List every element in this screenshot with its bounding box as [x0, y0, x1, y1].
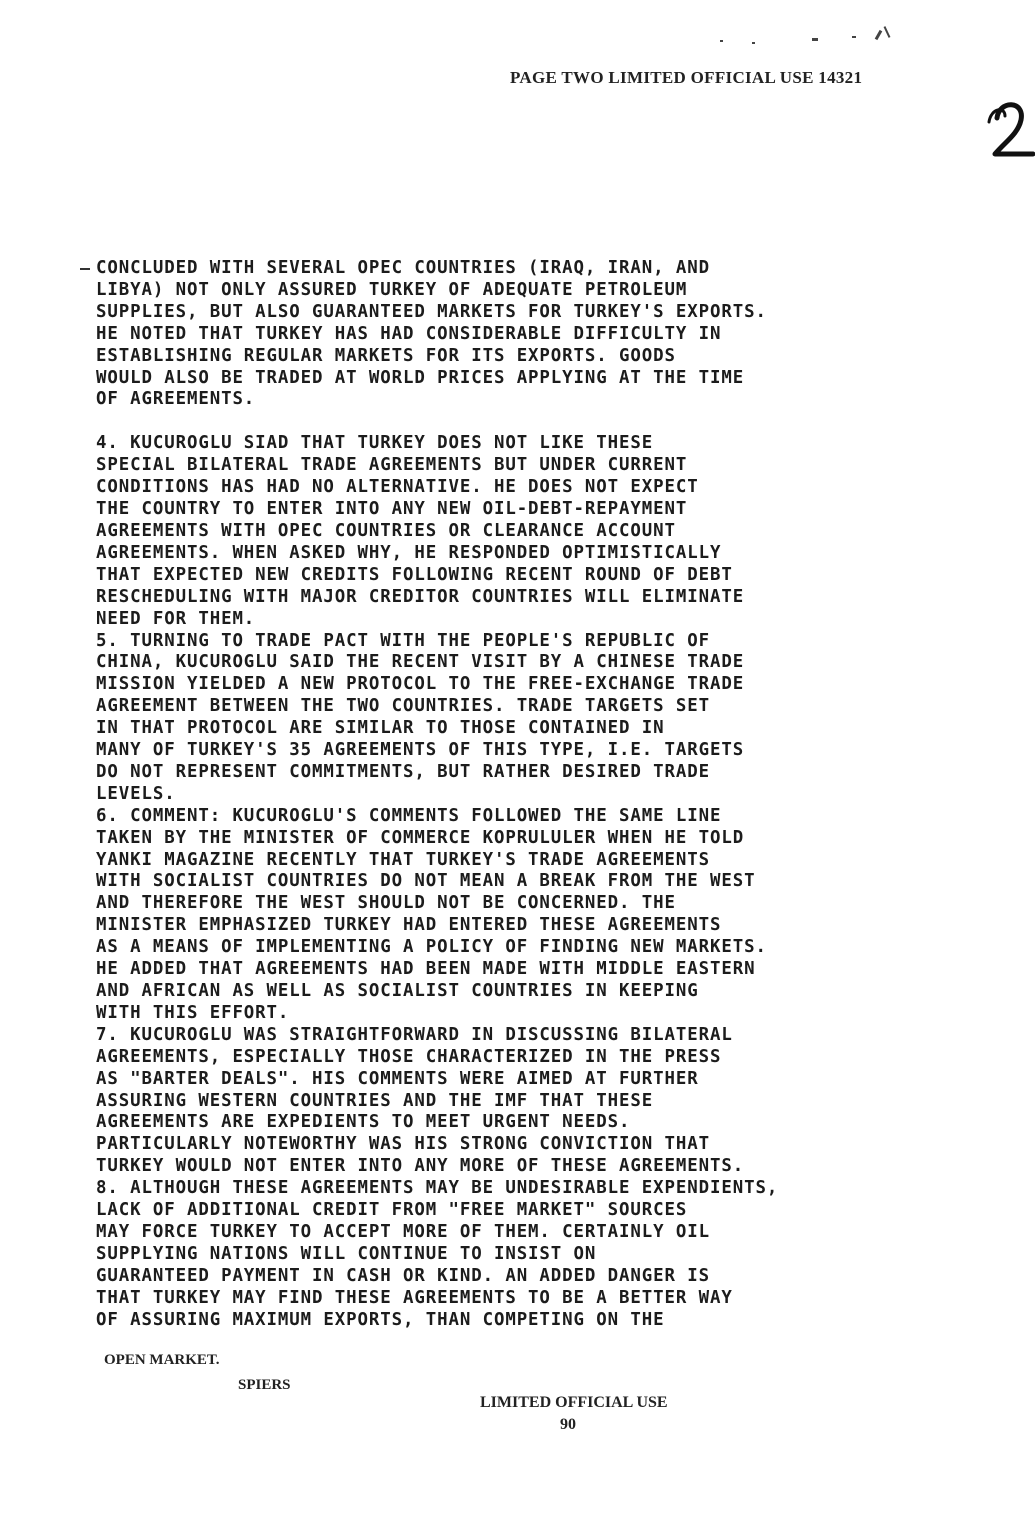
- paragraph: [96, 806, 916, 1025]
- text-line: AND THEREFORE THE WEST SHOULD NOT BE CONCERNED. THE: [96, 893, 676, 914]
- text-line: TAKEN BY THE MINISTER OF COMMERCE KOPRULULER WHEN HE TOLD: [96, 827, 745, 848]
- text-line: AGREEMENTS, ESPECIALLY THOSE CHARACTERIZED IN THE PRESS: [96, 1046, 722, 1067]
- paragraph: [96, 258, 916, 411]
- text-line: SUPPLIES, BUT ALSO GUARANTEED MARKETS FOR TURKEY'S EXPORTS.: [96, 301, 767, 322]
- text-line: AS "BARTER DEALS". HIS COMMENTS WERE AIMED AT FURTHER: [96, 1068, 699, 1089]
- text-line: 5. TURNING TO TRADE PACT WITH THE PEOPLE'S REPUBLIC OF: [96, 630, 710, 651]
- text-line: RESCHEDULING WITH MAJOR CREDITOR COUNTRIES WILL ELIMINATE: [96, 586, 745, 607]
- footer-classification: LIMITED OFFICIAL USE: [480, 1394, 668, 1411]
- text-line: AS A MEANS OF IMPLEMENTING A POLICY OF FINDING NEW MARKETS.: [96, 937, 767, 958]
- text-line: YANKI MAGAZINE RECENTLY THAT TURKEY'S TRADE AGREEMENTS: [96, 849, 710, 870]
- text-line: GUARANTEED PAYMENT IN CASH OR KIND. AN ADDED DANGER IS: [96, 1265, 710, 1286]
- page-header: PAGE TWO LIMITED OFFICIAL USE 14321: [510, 68, 863, 87]
- text-line: NEED FOR THEM.: [96, 608, 256, 629]
- text-line: HE NOTED THAT TURKEY HAS HAD CONSIDERABLE DIFFICULTY IN: [96, 323, 722, 344]
- text-line: LIBYA) NOT ONLY ASSURED TURKEY OF ADEQUATE PETROLEUM: [96, 279, 688, 300]
- text-line: SUPPLYING NATIONS WILL CONTINUE TO INSIST ON: [96, 1243, 597, 1264]
- text-line: MINISTER EMPHASIZED TURKEY HAD ENTERED THESE AGREEMENTS: [96, 915, 722, 936]
- text-line: OF ASSURING MAXIMUM EXPORTS, THAN COMPETING ON THE: [96, 1309, 665, 1330]
- text-line: AGREEMENTS. WHEN ASKED WHY, HE RESPONDED OPTIMISTICALLY: [96, 542, 722, 563]
- paragraph: [96, 433, 916, 630]
- text-line: TURKEY WOULD NOT ENTER INTO ANY MORE OF THESE AGREEMENTS.: [96, 1156, 745, 1177]
- text-line: 8. ALTHOUGH THESE AGREEMENTS MAY BE UNDESIRABLE EXPENDIENTS,: [96, 1178, 779, 1199]
- margin-mark: [80, 268, 90, 270]
- text-line: WOULD ALSO BE TRADED AT WORLD PRICES APPLYING AT THE TIME: [96, 367, 745, 388]
- text-line: WITH SOCIALIST COUNTRIES DO NOT MEAN A BREAK FROM THE WEST: [96, 871, 756, 892]
- signature: SPIERS: [238, 1377, 291, 1393]
- paragraph: [96, 1025, 916, 1178]
- paragraph: [96, 631, 916, 806]
- cable-body-text: [96, 258, 916, 1332]
- paragraph-gap: [96, 411, 916, 433]
- text-line: ASSURING WESTERN COUNTRIES AND THE IMF THAT THESE: [96, 1090, 654, 1111]
- text-line: THE COUNTRY TO ENTER INTO ANY NEW OIL-DEBT-REPAYMENT: [96, 499, 688, 520]
- handwritten-page-number-mark: [975, 78, 1035, 168]
- text-line: MANY OF TURKEY'S 35 AGREEMENTS OF THIS TYPE, I.E. TARGETS: [96, 740, 745, 761]
- text-line: IN THAT PROTOCOL ARE SIMILAR TO THOSE CONTAINED IN: [96, 718, 665, 739]
- text-line: AND AFRICAN AS WELL AS SOCIALIST COUNTRIES IN KEEPING: [96, 981, 699, 1001]
- text-line: PARTICULARLY NOTEWORTHY WAS HIS STRONG CONVICTION THAT: [96, 1134, 710, 1155]
- text-line: WITH THIS EFFORT.: [96, 1002, 290, 1023]
- text-line: CONDITIONS HAS HAD NO ALTERNATIVE. HE DOES NOT EXPECT: [96, 477, 699, 498]
- text-line: 7. KUCUROGLU WAS STRAIGHTFORWARD IN DISCUSSING BILATERAL: [96, 1024, 733, 1045]
- text-line: CONCLUDED WITH SEVERAL OPEC COUNTRIES (IRAQ, IRAN, AND: [96, 258, 710, 278]
- text-line: 4. KUCUROGLU SIAD THAT TURKEY DOES NOT LIKE THESE: [96, 433, 654, 454]
- page-mark-graphic: [975, 78, 1035, 168]
- text-line: AGREEMENTS ARE EXPEDIENTS TO MEET URGENT NEEDS.: [96, 1112, 631, 1133]
- text-line: MISSION YIELDED A NEW PROTOCOL TO THE FREE-EXCHANGE TRADE: [96, 674, 745, 695]
- paragraph: [96, 1178, 916, 1331]
- text-line: HE ADDED THAT AGREEMENTS HAD BEEN MADE WITH MIDDLE EASTERN: [96, 959, 756, 980]
- text-line: 6. COMMENT: KUCUROGLU'S COMMENTS FOLLOWED THE SAME LINE: [96, 805, 722, 826]
- text-line: AGREEMENT BETWEEN THE TWO COUNTRIES. TRADE TARGETS SET: [96, 696, 710, 717]
- text-line: SPECIAL BILATERAL TRADE AGREEMENTS BUT UNDER CURRENT: [96, 455, 688, 476]
- text-line: MAY FORCE TURKEY TO ACCEPT MORE OF THEM. CERTAINLY OIL: [96, 1221, 710, 1242]
- text-line: LACK OF ADDITIONAL CREDIT FROM "FREE MARKET" SOURCES: [96, 1200, 688, 1221]
- text-line: THAT TURKEY MAY FIND THESE AGREEMENTS TO BE A BETTER WAY: [96, 1287, 733, 1308]
- text-line: CHINA, KUCUROGLU SAID THE RECENT VISIT BY A CHINESE TRADE: [96, 652, 745, 673]
- text-line: LEVELS.: [96, 783, 176, 804]
- text-line: ESTABLISHING REGULAR MARKETS FOR ITS EXPORTS. GOODS: [96, 345, 676, 366]
- text-line: DO NOT REPRESENT COMMITMENTS, BUT RATHER DESIRED TRADE: [96, 761, 710, 782]
- page-number: 90: [560, 1416, 576, 1433]
- text-line: OF AGREEMENTS.: [96, 389, 256, 410]
- text-line: THAT EXPECTED NEW CREDITS FOLLOWING RECENT ROUND OF DEBT: [96, 564, 733, 585]
- text-line: AGREEMENTS WITH OPEC COUNTRIES OR CLEARANCE ACCOUNT: [96, 520, 676, 541]
- scan-marks: [712, 22, 902, 52]
- closing-line: OPEN MARKET.: [104, 1352, 220, 1368]
